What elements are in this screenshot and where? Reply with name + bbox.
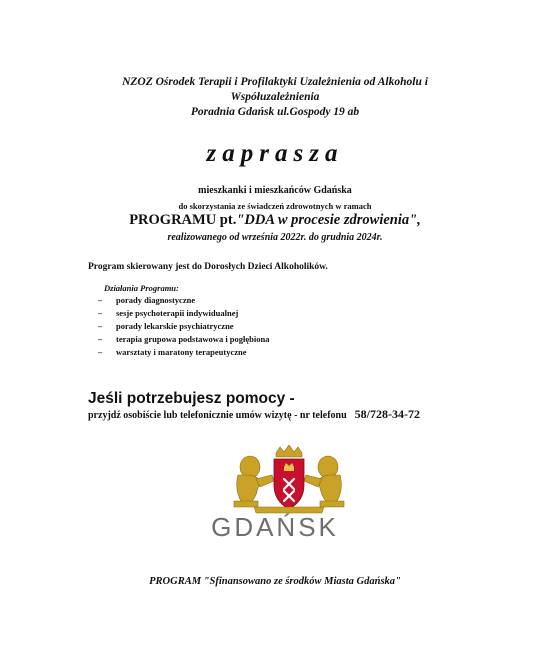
header (0, 75, 550, 120)
header-line-1: NZOZ Ośrodek Terapii i Profilaktyki Uzależnienia od Alkoholu i (122, 76, 428, 88)
program-name: "DDA w procesie zdrowienia", (236, 212, 421, 228)
footer-note: PROGRAM "Sfinansowano ze środków Miasta Gdańska" (149, 576, 401, 587)
list-item: – porady lekarskie psychiatryczne (98, 321, 234, 331)
actions-list (98, 294, 270, 359)
target-group: Program skierowany jest do Dorosłych Dzieci Alkoholików. (88, 262, 328, 272)
list-item: – terapia grupowa podstawowa i pogłębiona (98, 334, 270, 344)
actions-title: Działania Programu: (104, 283, 179, 293)
invite-heading: zaprasza (206, 140, 344, 167)
dash-bullet: – (98, 321, 103, 331)
program-title (0, 212, 550, 229)
list-item: – porady diagnostyczne (98, 295, 196, 305)
audience-subline: do skorzystania ze świadczeń zdrowotnych w ramach (178, 201, 372, 211)
program-prefix: PROGRAMU pt. (129, 212, 237, 228)
list-item: – sesje psychoterapii indywidualnej (98, 308, 239, 318)
dash-bullet: – (98, 308, 103, 318)
list-item: – warsztaty i maratony terapeutyczne (98, 347, 247, 357)
phone-number: 58/728-34-72 (354, 407, 420, 421)
header-line-2: Współuzależnienia (230, 91, 320, 103)
gdansk-coat-of-arms-icon (230, 445, 348, 515)
dash-bullet: – (98, 334, 103, 344)
city-logo-text: GDAŃSK (211, 512, 339, 542)
help-heading: Jeśli potrzebujesz pomocy - (88, 390, 295, 407)
audience-line: mieszkanki i mieszkańców Gdańska (198, 185, 352, 196)
header-line-3: Poradnia Gdańsk ul.Gospody 19 ab (190, 106, 360, 118)
contact-text: przyjdź osobiście lub telefonicznie umów wizytę - nr telefonu (88, 410, 347, 421)
dash-bullet: – (98, 295, 103, 305)
dash-bullet: – (98, 347, 103, 357)
program-period: realizowanego od września 2022r. do grudnia 2024r. (167, 232, 383, 243)
contact-line (88, 407, 420, 422)
